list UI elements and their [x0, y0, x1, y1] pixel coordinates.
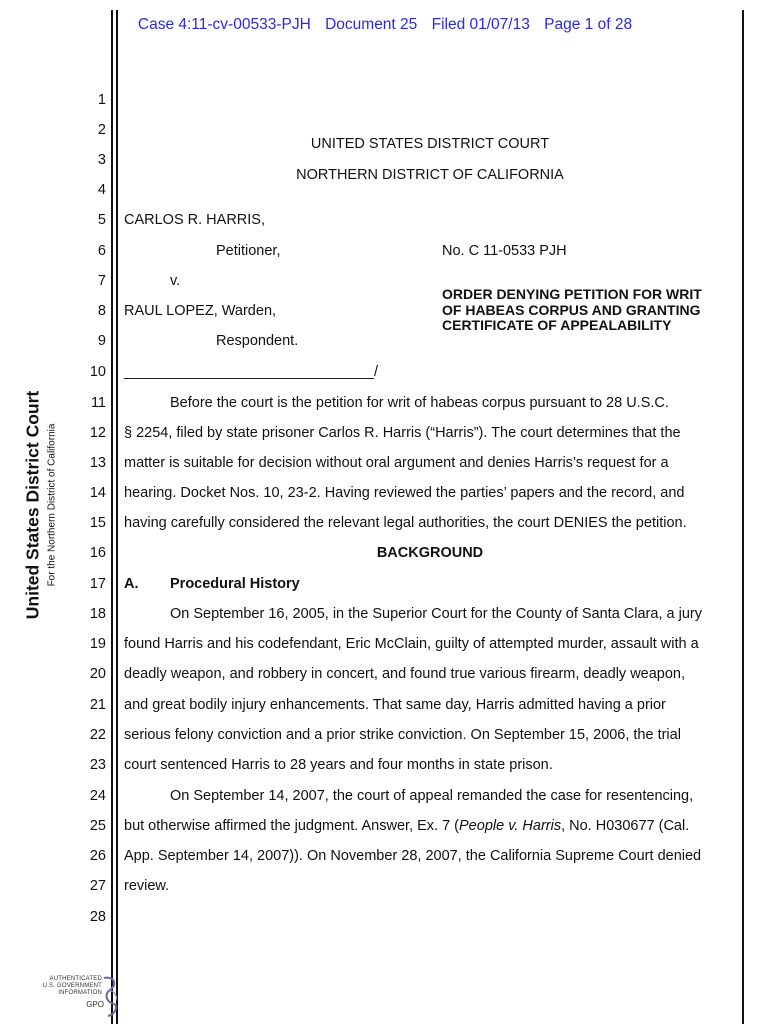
petitioner-name: CARLOS R. HARRIS,: [124, 212, 265, 228]
body-line-11: Before the court is the petition for writ of habeas corpus pursuant to 28 U.S.C.: [170, 395, 669, 411]
body-line-24: On September 14, 2007, the court of appeal remanded the case for resentencing,: [170, 788, 694, 804]
side-banner-district: For the Northern District of California: [46, 423, 58, 587]
subsection-heading: Procedural History: [170, 576, 300, 592]
respondent-name: RAUL LOPEZ, Warden,: [124, 303, 277, 319]
line-number: 23: [89, 757, 106, 773]
gpo-authentication-logo: [40, 974, 130, 1020]
line-number: 4: [97, 182, 106, 198]
line-number: 26: [89, 848, 106, 864]
line-number: 25: [89, 818, 106, 834]
case-citation-italic: People v. Harris: [459, 818, 562, 834]
page-indicator: Page 1 of 28: [544, 16, 633, 33]
line-number: 20: [89, 666, 106, 682]
line-number: 9: [97, 333, 106, 349]
line-number: 24: [89, 788, 106, 804]
line-number: 14: [89, 485, 106, 501]
line-number: 28: [89, 909, 106, 925]
body-line-22: serious felony conviction and a prior strike conviction. On September 15, 2006, the trial: [124, 727, 681, 743]
case-number-header: Case 4:11-cv-00533-PJH: [137, 16, 311, 33]
body-line-23: court sentenced Harris to 28 years and four months in state prison.: [124, 757, 553, 773]
body-line-26: App. September 14, 2007)). On November 28, 2007, the California Supreme Court denied: [124, 848, 702, 864]
gpo-logo-line1: AUTHENTICATED: [49, 976, 102, 982]
eagle-icon: [100, 974, 122, 1020]
line-number: 1: [97, 92, 106, 108]
order-title: ORDER DENYING PETITION FOR WRIT OF HABEAS CORPUS AND GRANTING CERTIFICATE OF APPEALABILITY: [442, 286, 702, 333]
line-number: 5: [97, 212, 106, 228]
body-line-25: [124, 818, 689, 834]
court-district: NORTHERN DISTRICT OF CALIFORNIA: [296, 167, 564, 183]
respondent-role: Respondent.: [216, 333, 299, 349]
line-number: 27: [89, 878, 106, 894]
section-heading-background: BACKGROUND: [376, 545, 484, 561]
line-number: 2: [97, 122, 106, 138]
line-number: 19: [89, 636, 106, 652]
line-number: 13: [89, 455, 106, 471]
body-line-15: having carefully considered the relevant legal authorities, the court DENIES the petition.: [124, 515, 687, 531]
left-margin-rule-outer: [111, 10, 113, 1024]
gpo-logo-line2: U.S. GOVERNMENT: [42, 983, 102, 989]
case-number: No. C 11-0533 PJH: [442, 243, 567, 259]
document-number-header: Document 25: [325, 16, 418, 33]
line-number: 11: [90, 395, 106, 411]
body-line-21: and great bodily injury enhancements. That same day, Harris admitted having a prior: [124, 697, 666, 713]
gpo-logo-line3: INFORMATION: [58, 990, 102, 996]
versus: v.: [170, 273, 181, 289]
gpo-logo-mark: GPO: [86, 1000, 104, 1009]
line-number: 7: [97, 273, 106, 289]
court-name: UNITED STATES DISTRICT COURT: [310, 136, 550, 152]
filed-date-header: Filed 01/07/13: [431, 16, 530, 33]
line-number: 12: [89, 425, 106, 441]
line-number: 8: [97, 303, 106, 319]
right-margin-rule: [742, 10, 744, 1024]
body-line-25-part-b: , No. H030677 (Cal.: [561, 818, 690, 834]
side-banner: [23, 391, 58, 620]
caption-separator: _______________________________/: [124, 364, 379, 380]
line-number: 16: [89, 545, 106, 561]
body-line-13: matter is suitable for decision without oral argument and denies Harris’s request for a: [124, 455, 669, 471]
body-line-12: § 2254, filed by state prisoner Carlos R. Harris (“Harris”). The court determines that the: [124, 425, 681, 441]
line-number: 10: [89, 364, 106, 380]
petitioner-role: Petitioner,: [216, 243, 281, 259]
body-line-14: hearing. Docket Nos. 10, 23-2. Having reviewed the parties’ papers and the record, and: [124, 485, 685, 501]
line-number: 21: [89, 697, 106, 713]
body-line-27: review.: [124, 878, 170, 894]
body-line-20: deadly weapon, and robbery in concert, and found true various firearm, deadly weapon,: [124, 666, 686, 682]
line-number: 17: [89, 576, 106, 592]
subsection-letter: A.: [124, 576, 139, 592]
line-number: 3: [97, 152, 106, 168]
body-line-19: found Harris and his codefendant, Eric McClain, guilty of attempted murder, assault with a: [124, 636, 699, 652]
line-number: 6: [97, 243, 106, 259]
gpo-logo-text: [43, 976, 102, 997]
line-number: 22: [89, 727, 106, 743]
body-line-25-part-a: but otherwise affirmed the judgment. Answer, Ex. 7 (: [124, 818, 460, 834]
side-banner-court: United States District Court: [22, 390, 43, 620]
line-number: 18: [89, 606, 106, 622]
left-margin-rule-inner: [116, 10, 118, 1024]
body-line-18: On September 16, 2005, in the Superior Court for the County of Santa Clara, a jury: [170, 606, 702, 622]
line-number: 15: [89, 515, 106, 531]
